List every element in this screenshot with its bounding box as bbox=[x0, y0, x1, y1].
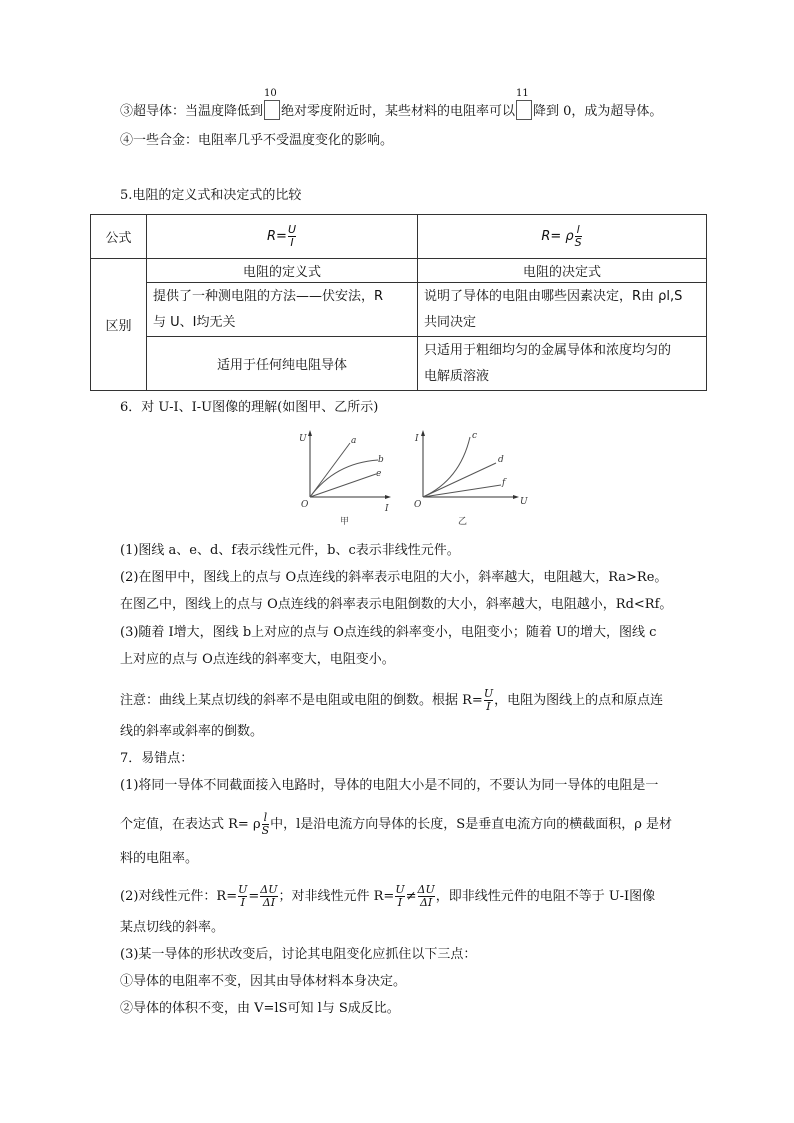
curve-b bbox=[310, 460, 378, 497]
section6-title: 6．对 U-I、I-U图像的理解(如图甲、乙所示) bbox=[120, 400, 379, 415]
note-line-2: 线的斜率或斜率的倒数。 bbox=[120, 724, 264, 739]
caption-yi: 乙 bbox=[458, 517, 468, 527]
caption-jia: 甲 bbox=[340, 517, 350, 527]
axis-label-y: I bbox=[415, 434, 419, 444]
note-line-1: 注意：曲线上某点切线的斜率不是电阻或电阻的倒数。根据 R= $\frac{U}{I}$ ，电阻为图线上的点和原点连 bbox=[120, 687, 664, 713]
superconductor-line: ③超导体：当温度降低到 10 绝对零度附近时，某些材料的电阻率可以 11 降到 0，成为超导体。 bbox=[120, 88, 663, 119]
blank-box-10: 10 bbox=[264, 100, 280, 120]
decision-desc: 说明了导体的电阻由哪些因素决定，R由 ρl,S 共同决定 bbox=[418, 283, 707, 337]
comparison-table bbox=[90, 214, 707, 391]
axis-label-y: U bbox=[299, 434, 307, 444]
label-d: d bbox=[498, 455, 504, 465]
definition-name: 电阻的定义式 bbox=[147, 259, 418, 283]
para-7-1b: 个定值，在表达式 R= ρ $\frac{l}{S}$ 中，l是沿电流方向导体的长度，S是垂直电流方向的横截面积，ρ 是材 bbox=[120, 811, 672, 837]
decision-apply: 只适用于粗细均匀的金属导体和浓度均匀的 电解质溶液 bbox=[418, 337, 707, 391]
label-b: b bbox=[378, 455, 384, 465]
definition-apply: 适用于任何纯电阻导体 bbox=[147, 337, 418, 391]
label-a: a bbox=[351, 436, 357, 446]
curve-d bbox=[423, 463, 496, 497]
section7-title: 7．易错点： bbox=[120, 751, 194, 766]
decision-name: 电阻的决定式 bbox=[418, 259, 707, 283]
para-6-3a: (3)随着 I增大，图线 b上对应的点与 O点连线的斜率变小，电阻变小；随着 U的增大，图线 c bbox=[120, 625, 657, 640]
curve-c bbox=[423, 437, 470, 497]
formula-decision: R= ρ $\frac{l}{S}$ bbox=[418, 215, 707, 259]
para-7-3-1: ①导体的电阻率不变，因其由导体材料本身决定。 bbox=[120, 974, 407, 989]
figure-graphs bbox=[290, 425, 550, 535]
label-f: f bbox=[502, 478, 506, 488]
para-6-2a: (2)在图甲中，图线上的点与 O点连线的斜率表示电阻的大小，斜率越大，电阻越大，Ra>Re。 bbox=[120, 570, 668, 585]
formula-definition: R= $\frac{U}{I}$ bbox=[147, 215, 418, 259]
para-7-2b: 某点切线的斜率。 bbox=[120, 920, 225, 935]
origin-label: O bbox=[301, 500, 309, 510]
para-7-3: (3)某一导体的形状改变后，讨论其电阻变化应抓住以下三点： bbox=[120, 947, 477, 962]
para-6-3b: 上对应的点与 O点连线的斜率变大，电阻变小。 bbox=[120, 652, 395, 667]
para-7-1a: (1)将同一导体不同截面接入电路时，导体的电阻大小是不同的，不要认为同一导体的电阻是一 bbox=[120, 778, 659, 793]
row-label: 区别 bbox=[91, 259, 147, 391]
para-7-3-2: ②导体的体积不变，由 V=lS可知 l与 S成反比。 bbox=[120, 1001, 400, 1016]
label-c: c bbox=[472, 431, 478, 441]
para-7-2: (2)对线性元件：R= $\frac{U}{I}$ = $\frac{\Delta U}{\Delta I}$ ；对非线性元件 R= $\frac{U}{I}$ ≠ $\frac{\Delta U}{\Delta I}$ ，即非线性元件的电阻不等于 U-I图像 bbox=[120, 883, 656, 909]
label-e: e bbox=[376, 469, 382, 479]
para-7-1c: 料的电阻率。 bbox=[120, 851, 199, 866]
section5-title: 5.电阻的定义式和决定式的比较 bbox=[120, 188, 302, 203]
graph-yi bbox=[414, 430, 528, 527]
definition-desc: 提供了一种测电阻的方法——伏安法，R 与 U、I均无关 bbox=[147, 283, 418, 337]
origin-label: O bbox=[414, 500, 422, 510]
header-label: 公式 bbox=[91, 215, 147, 259]
axis-label-x: I bbox=[385, 504, 389, 514]
graph-jia bbox=[299, 430, 391, 527]
alloy-line: ④一些合金：电阻率几乎不受温度变化的影响。 bbox=[120, 133, 394, 148]
axis-label-x: U bbox=[520, 497, 528, 507]
para-6-2b: 在图乙中，图线上的点与 O点连线的斜率表示电阻倒数的大小，斜率越大，电阻越小，Rd<Rf。 bbox=[120, 597, 673, 612]
blank-box-11: 11 bbox=[516, 100, 532, 120]
para-6-1: (1)图线 a、e、d、f表示线性元件，b、c表示非线性元件。 bbox=[120, 543, 460, 558]
